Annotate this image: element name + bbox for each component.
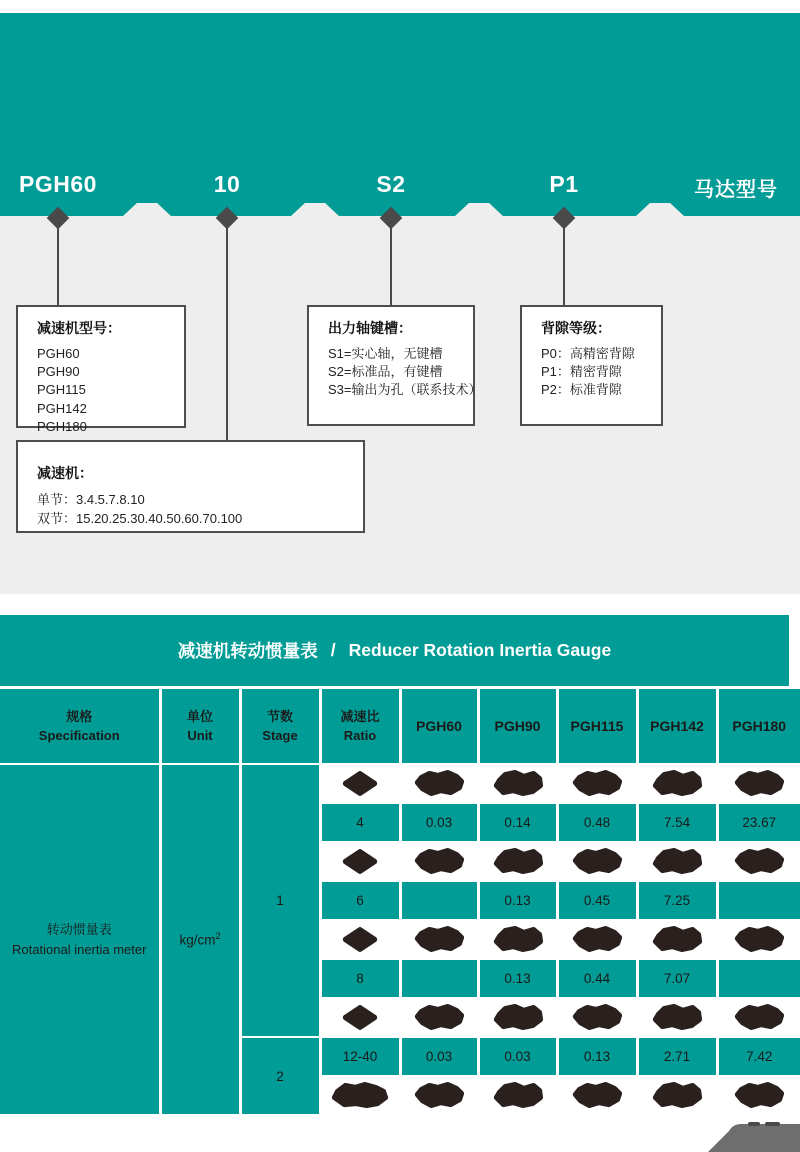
spec-cell: 转动惯量表 Rotational inertia meter	[0, 765, 159, 1114]
table-header-cell: PGH180	[719, 689, 800, 763]
table-value-cell: 0.13	[480, 960, 556, 997]
redacted-value-blob	[480, 765, 556, 802]
callout-item: PGH142	[37, 400, 87, 416]
callout-item: PGH180	[37, 418, 87, 434]
model-code-band	[0, 13, 800, 216]
band-notch	[291, 203, 339, 216]
redacted-value-blob	[402, 843, 477, 880]
redacted-value-blob	[402, 765, 477, 802]
table-header-cell: PGH90	[480, 689, 556, 763]
redacted-value-blob	[719, 921, 800, 958]
callout-title: 减速机型号：	[37, 320, 121, 336]
redacted-value-blob	[322, 765, 399, 802]
redacted-value-blob	[322, 843, 399, 880]
table-title-divider: /	[330, 640, 336, 660]
table-value-cell: 23.67	[719, 804, 800, 841]
table-value-cell: 0.03	[480, 1038, 556, 1075]
redacted-value-blob	[480, 1077, 556, 1114]
connector-line	[563, 224, 565, 305]
redacted-value-blob	[639, 921, 716, 958]
table-header-cell: 单位 Unit	[162, 689, 239, 763]
model-code-suffix-label: 马达型号	[694, 179, 778, 201]
redacted-value-blob	[639, 1077, 716, 1114]
redacted-value-blob	[559, 765, 636, 802]
stage-cell: 2	[242, 1038, 319, 1114]
model-code-segment-shaft: S2	[376, 171, 406, 197]
table-value-cell	[402, 882, 477, 919]
redacted-value-blob	[719, 1077, 800, 1114]
redacted-value-blob	[639, 999, 716, 1036]
connector-line	[390, 224, 392, 305]
band-notch	[455, 203, 503, 216]
model-code-segment-ratio: 10	[213, 171, 241, 197]
table-value-cell: 0.03	[402, 804, 477, 841]
table-value-cell: 7.54	[639, 804, 716, 841]
callout-reducer-stages	[16, 440, 365, 533]
redacted-value-blob	[402, 921, 477, 958]
callout-item: PGH90	[37, 364, 80, 380]
table-header-cell: 节数 Stage	[242, 689, 319, 763]
table-value-cell: 0.13	[559, 1038, 636, 1075]
table-value-cell	[719, 960, 800, 997]
callout-title: 背隙等级：	[541, 320, 611, 336]
table-value-cell: 2.71	[639, 1038, 716, 1075]
callout-item: S3=输出为孔（联系技术）	[328, 382, 482, 398]
table-value-cell: 8	[322, 960, 399, 997]
redacted-value-blob	[639, 843, 716, 880]
redacted-value-blob	[719, 999, 800, 1036]
table-value-cell: 0.48	[559, 804, 636, 841]
table-value-cell: 0.03	[402, 1038, 477, 1075]
callout-item: P1：精密背隙	[541, 364, 622, 380]
callout-title: 出力轴键槽：	[328, 320, 412, 336]
callout-item: 单节：3.4.5.7.8.10	[37, 492, 145, 507]
model-code-segment-backlash: P1	[549, 171, 579, 197]
table-header-cell: PGH60	[402, 689, 477, 763]
callout-output-shaft	[307, 305, 482, 426]
table-value-cell: 4	[322, 804, 399, 841]
callout-title: 减速机：	[37, 465, 93, 481]
callout-reducer-model	[16, 305, 186, 434]
table-value-cell: 12-40	[322, 1038, 399, 1075]
callout-item: S2=标准品，有键槽	[328, 364, 443, 380]
unit-cell: $kg/cm^2$	[162, 765, 239, 1114]
table-header-cell: 减速比 Ratio	[322, 689, 399, 763]
band-notch	[636, 203, 684, 216]
redacted-value-blob	[639, 765, 716, 802]
stage-cell: 1	[242, 765, 319, 1036]
redacted-value-blob	[480, 921, 556, 958]
redacted-value-blob	[402, 999, 477, 1036]
redacted-value-blob	[322, 999, 399, 1036]
callout-item: P0：高精密背隙	[541, 346, 635, 361]
table-value-cell: 7.07	[639, 960, 716, 997]
table-value-cell: 7.25	[639, 882, 716, 919]
redacted-value-blob	[719, 765, 800, 802]
connector-line	[57, 224, 59, 305]
redacted-value-blob	[719, 843, 800, 880]
table-header-cell: 规格 Specification	[0, 689, 159, 763]
connector-line	[226, 224, 228, 440]
page-corner-tab	[708, 1122, 800, 1152]
model-code-segment-series: PGH60	[19, 171, 97, 197]
callout-item: 双节：15.20.25.30.40.50.60.70.100	[37, 511, 243, 526]
redacted-value-blob	[559, 1077, 636, 1114]
table-value-cell: 6	[322, 882, 399, 919]
band-notch	[123, 203, 171, 216]
redacted-value-blob	[559, 999, 636, 1036]
redacted-value-blob	[480, 843, 556, 880]
redacted-value-blob	[322, 921, 399, 958]
callout-item: P2：标准背隙	[541, 382, 622, 398]
table-header-cell: PGH142	[639, 689, 716, 763]
callout-backlash	[520, 305, 663, 426]
table-value-cell: 0.14	[480, 804, 556, 841]
table-value-cell: 7.42	[719, 1038, 800, 1075]
table-value-cell: 0.45	[559, 882, 636, 919]
table-title-zh: 减速机转动惯量表	[177, 641, 318, 661]
table-header-cell: PGH115	[559, 689, 636, 763]
redacted-value-blob	[559, 921, 636, 958]
callout-item: S1=实心轴，无键槽	[328, 346, 443, 361]
callout-item: PGH60	[37, 346, 80, 361]
table-title-bar	[0, 615, 789, 686]
redacted-value-blob	[559, 843, 636, 880]
table-value-cell: 0.44	[559, 960, 636, 997]
table-value-cell	[719, 882, 800, 919]
redacted-value-blob	[480, 999, 556, 1036]
redacted-value-blob	[402, 1077, 477, 1114]
table-title-en: Reducer Rotation Inertia Gauge	[348, 640, 612, 660]
redacted-value-blob	[322, 1077, 399, 1114]
callout-item: PGH115	[37, 382, 86, 398]
table-value-cell	[402, 960, 477, 997]
table-value-cell: 0.13	[480, 882, 556, 919]
